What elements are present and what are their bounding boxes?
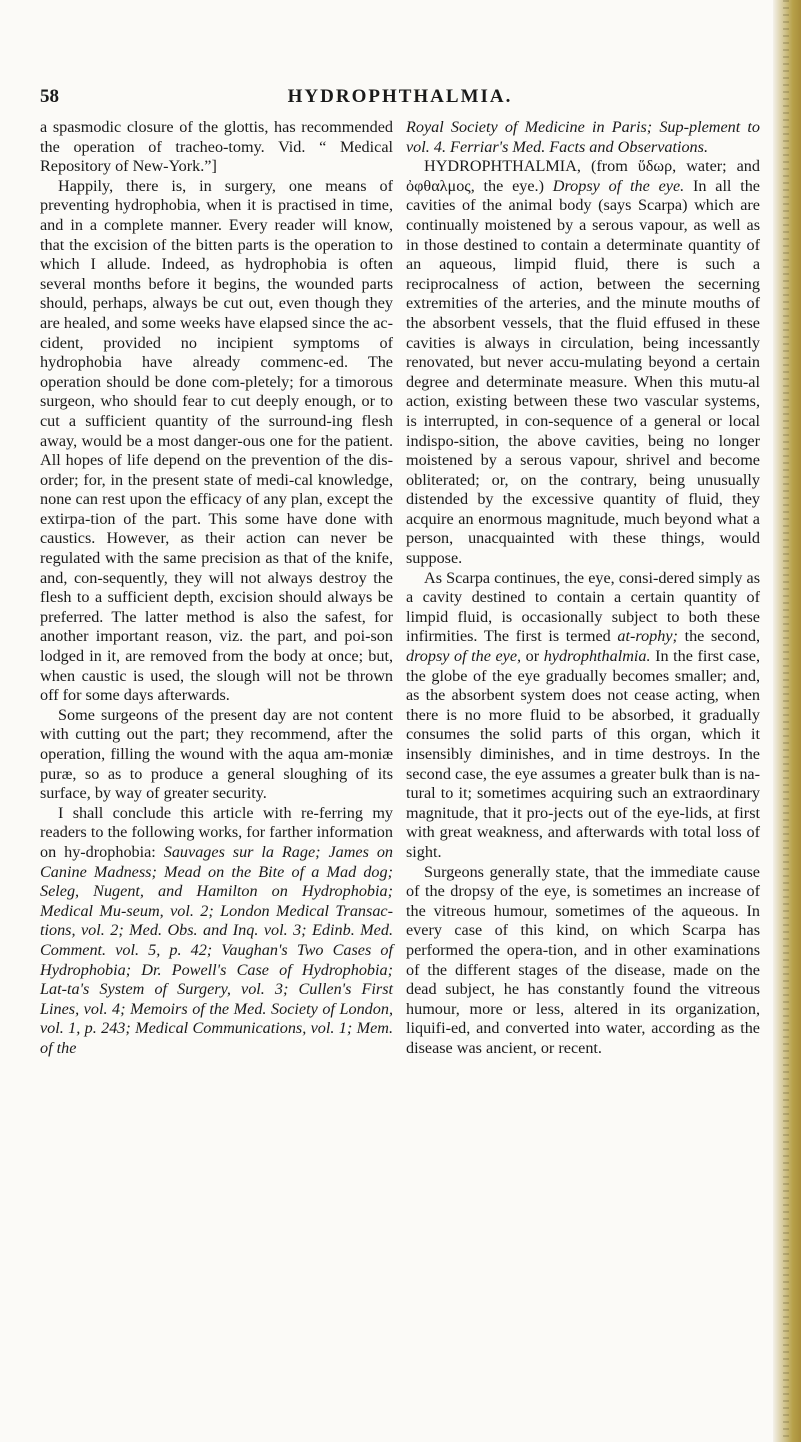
page-edge-binding [773,0,801,1442]
page-number: 58 [40,86,59,107]
entry-paragraph-2 [406,569,760,863]
alternate-name: Dropsy of the eye. [552,176,685,195]
left-column [40,118,393,1059]
entry-paragraph-1-body: In all the cavities of the animal body (says Scarpa) which are continually moistened by a serous vapour, as well as in those destined to contain a determinate quantity of an aqueous, limpid fluid, there is such a reciprocalness of action, between the secerning extremities of the arteries, and the minute mouths of the absorbent vessels, that the fluid effused in these cavities is always in circulation, being incessantly renovated, but never accu-mulating beyond a certain degree and determinate measure. When this mutu-al action, existing between these two vascular systems, is interrupted, in con-sequence of a general or local indispo-sition, the above cavities, being no longer moistened by a serous vapour, shrivel and become obliterated; or, on the contrary, being unusually distended by the excessive quantity of fluid, they acquire an enormous magnitude, much beyond what a person, unacquainted with these things, would suppose. [406,176,760,568]
conclusion-text: I shall conclude this article with re-ferring my readers to the following works, for farther information on hy-drophobia: [40,803,393,861]
right-column [406,118,760,1059]
running-head: HYDROPHTHALMIA. [287,86,513,107]
entry-paragraph-1 [406,157,760,568]
reference-list: Sauvages sur la Rage; James on Canine Madness; Mead on the Bite of a Mad dog; Seleg, Nugent, and Hamilton on Hydrophobia; Medical Mu-seum, vol. 2; London Medical Transac-tions, vol. 2; Med. Obs. and Inq. vol. 3; Edinb. Med. Comment. vol. 5, p. 42; Vaughan's Two Cases of Hydrophobia; Dr. Powell's Case of Hydrophobia; Lat-ta's System of Surgery, vol. 3; Cullen's First Lines, vol. 4; Memoirs of the Med. Society of London, vol. 1, p. 243; Medical Communications, vol. 1; Mem. of the [40,842,394,1057]
entry-paragraph-2-a: As Scarpa continues, the eye, consi-dered simply as a cavity destined to contain a certain quantity of limpid fluid, is occasionally subject to both these infirmities. The first is termed [406,568,760,646]
left-paragraph-3: Some surgeons of the present day are not content with cutting out the part; they recommend, after the operation, filling the wound with the aqua am-moniæ puræ, so as to produce a general sloughing of its surface, by way of greater security. [40,705,393,803]
left-paragraph-2: Happily, there is, in surgery, one means of preventing hydrophobia, when it is practised in time, and in a complete manner. Every reader will know, that the excision of the bitten parts is the operation to which I allude. Indeed, as hydrophobia is often several months before it begins, the wounded parts should, perhaps, always be cut out, even though they are healed, and some weeks have elapsed since the ac-cident, provided no incipient symptoms of hydrophobia have already commenc-ed. The operation should be done com-pletely; for a timorous surgeon, who should fear to cut deeply enough, or to cut a sufficient quantity of the surround-ing flesh away, would be a most danger-ous one for the patient. All hopes of life depend on the prevention of the dis-order; for, in the present state of medi-cal knowledge, none can rest upon the efficacy of any plan, except the extirpa-tion of the part. This some have done with caustics. However, as their action can never be regulated with the same precision as that of the knife, and, con-sequently, they will not always destroy the flesh to a sufficient depth, excision should always be preferred. The latter method is also the safest, for another important reason, viz. the part, and poi-son lodged in it, are removed from the body at once; but, when caustic is used, the slough will not be thrown off for some days afterwards. [40,176,393,705]
term-atrophy: at-rophy; [617,627,678,646]
term-dropsy-of-eye: dropsy of the eye, [406,647,522,666]
etymology: (from ὕδωρ, water; and ὀφθαλμος, the eye.) [406,157,760,195]
entry-heading: HYDROPHTHALMIA, [424,157,581,176]
term-hydrophthalmia: hydrophthalmia. [543,647,651,666]
left-paragraph-4 [40,804,393,1059]
entry-paragraph-3: Surgeons generally state, that the immediate cause of the dropsy of the eye, is sometimes an increase of the vitreous humour, sometimes of the aqueous. In every case of this kind, on which Scarpa has performed the opera-tion, and in other examinations of the different stages of the disease, made on the dead subject, he has constantly found the vitreous humour, more or less, altered in its organization, liquifi-ed, and converted into water, according as the disease was ancient, or recent. [406,862,760,1057]
entry-paragraph-2-d: In the first case, the globe of the eye gradually becomes smaller; and, as the absorbent system does not cease acting, when there is no more fluid to be absorbed, it gradually consumes the solid parts of this organ, which it insensibly diminishes, and in time destroys. In the second case, the eye assumes a greater bulk than is na-tural to it; sometimes acquiring such an extraordinary magnitude, that it pro-jects out of the eye-lids, at first with great weakness, and afterwards with total loss of sight. [406,647,761,861]
entry-paragraph-2-c: or [521,647,544,666]
reference-list-continued: Royal Society of Medicine in Paris; Sup-plement to vol. 4. Ferriar's Med. Facts and Observations. [406,118,760,156]
entry-paragraph-2-b: the second, [677,627,760,646]
page-header [40,86,760,114]
left-paragraph-1: a spasmodic closure of the glottis, has recommended the operation of tracheo-tomy. Vid. “ Medical Repository of New-York.”] [40,118,393,176]
